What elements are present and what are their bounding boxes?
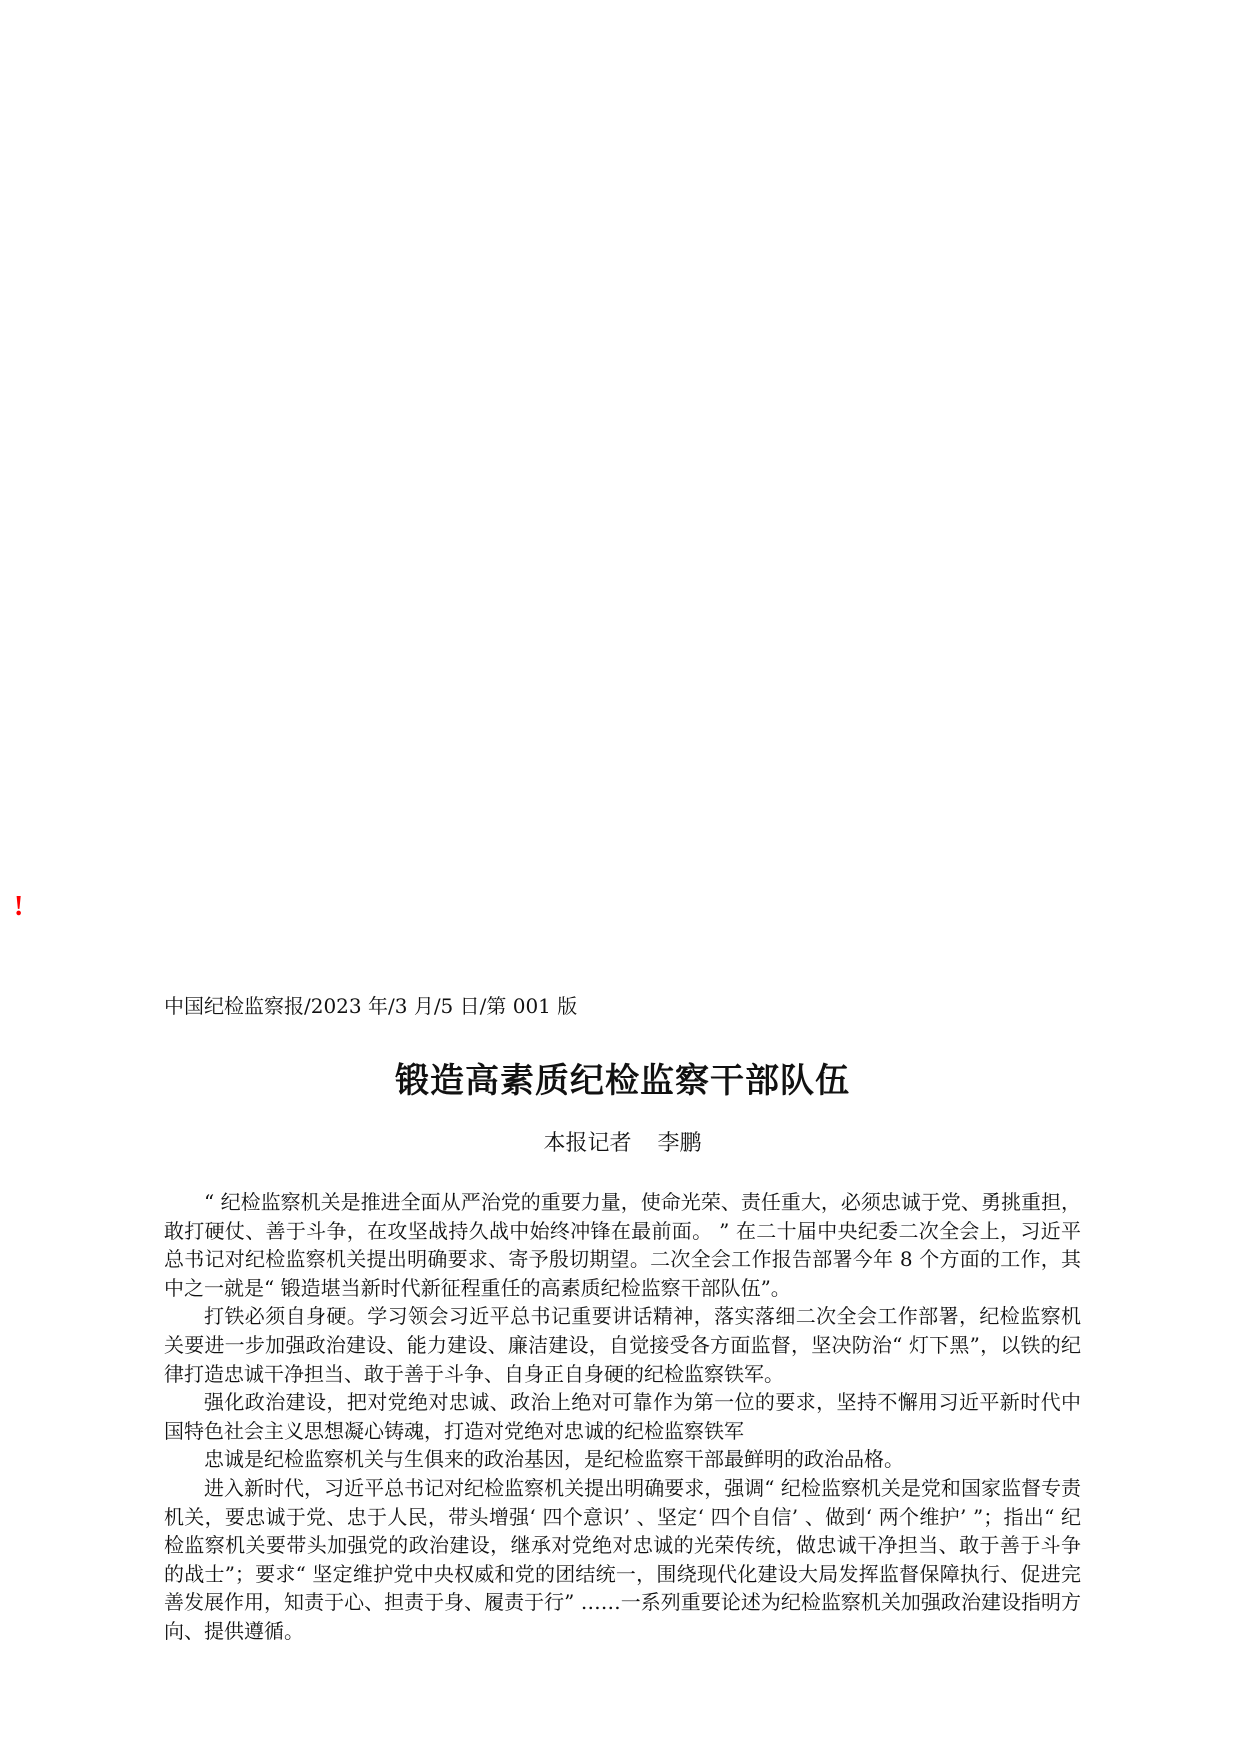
paragraph-3: 强化政治建设，把对党绝对忠诚、政治上绝对可靠作为第一位的要求，坚持不懈用习近平新时代中国特色社会主义思想凝心铸魂，打造对党绝对忠诚的纪检监察铁军 [164, 1390, 1081, 1443]
article [164, 990, 1081, 1646]
red-exclamation-mark: ! [14, 891, 24, 922]
byline-author: 李鹏 [657, 1131, 702, 1156]
article-title: 锻造高素质纪检监察干部队伍 [395, 1061, 850, 1101]
paragraph-2: 打铁必须自身硬。学习领会习近平总书记重要讲话精神，落实落细二次全会工作部署，纪检监察机关要进一步加强政治建设、能力建设、廉洁建设，自觉接受各方面监督，坚决防治“ 灯下黑”，以铁的纪律打造忠诚干净担当、敢于善于斗争、自身正自身硬的纪检监察铁军。 [164, 1304, 1081, 1386]
paragraph-4: 忠诚是纪检监察机关与生俱来的政治基因，是纪检监察干部最鲜明的政治品格。 [204, 1447, 904, 1472]
byline [164, 1128, 1081, 1160]
byline-role: 本报记者 [543, 1131, 632, 1156]
source-line: 中国纪检监察报/2023 年/3 月/5 日/第 001 版 [164, 994, 578, 1018]
paragraph-1: “ 纪检监察机关是推进全面从严治党的重要力量，使命光荣、责任重大，必须忠诚于党、勇挑重担，敢打硬仗、善于斗争，在攻坚战持久战中始终冲锋在最前面。 ” 在二十届中央纪委二次全会上，习近平总书记对纪检监察机关提出明确要求、寄予殷切期望。二次全会工作报告部署今年 8 个方面的工作，其中之一就是“ 锻造堪当新时代新征程重任的高素质纪检监察干部队伍”。 [164, 1190, 1081, 1300]
paragraph-5: 进入新时代，习近平总书记对纪检监察机关提出明确要求，强调“ 纪检监察机关是党和国家监督专责机关，要忠诚于党、忠于人民，带头增强‘ 四个意识’ 、坚定‘ 四个自信’ 、做到‘ 两个维护’ ”；指出“ 纪检监察机关要带头加强党的政治建设，继承对党绝对忠诚的光荣传统，做忠诚干净担当、敢于善于斗争的战士”；要求“ 坚定维护党中央权威和党的团结统一，围绕现代化建设大局发挥监督保障执行、促进完善发展作用，知责于心、担责于身、履责于行” ……一系列重要论述为纪检监察机关加强政治建设指明方向、提供遵循。 [164, 1475, 1081, 1643]
article-body [164, 1188, 1081, 1646]
